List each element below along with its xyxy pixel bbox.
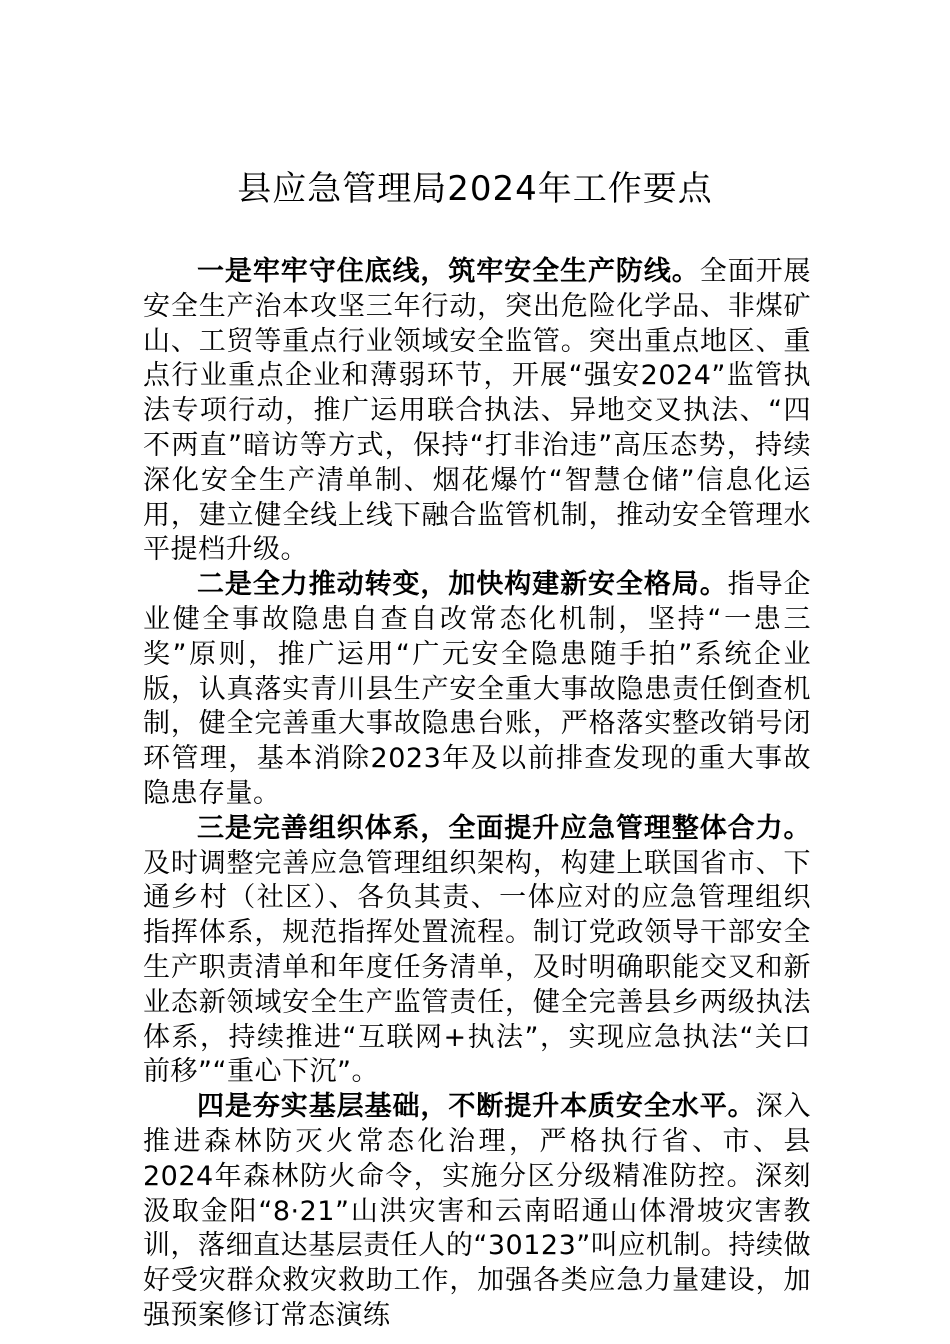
document-title: 县应急管理局2024年工作要点 [237, 169, 713, 209]
paragraph-4-text: 深入推进森林防灭火常态化治理，严格执行省、市、县2024年森林防火命令，实施分区分级精准防控。深刻汲取金阳“8·21”山洪灾害和云南昭通山体滑坡灾害教训，落细直达基层责任人的“30123”叫应机制。持续做好受灾群众救灾救助工作，加强各类应急力量建设，加强预案修订常态演练 [143, 1091, 812, 1331]
paragraph-1-text: 全面开展安全生产治本攻坚三年行动，突出危险化学品、非煤矿山、工贸等重点行业领域安全监管。突出重点地区、重点行业重点企业和薄弱环节，开展“强安2024”监管执法专项行动，推广运用联合执法、异地交叉执法、“四不两直”暗访等方式，保持“打非治违”高压态势，持续深化安全生产清单制、烟花爆竹“智慧仓储”信息化运用，建立健全线上线下融合监管机制，推动安全管理水平提档升级。 [143, 256, 812, 566]
paragraph-2-heading: 二是全力推动转变，加快构建新安全格局。 [197, 569, 728, 601]
paragraph-4-heading: 四是夯实基层基础，不断提升本质安全水平。 [197, 1091, 756, 1123]
paragraph-4 [143, 1090, 811, 1334]
paragraph-3 [143, 812, 811, 1090]
paragraph-3-heading: 三是完善组织体系，全面提升应急管理整体合力。 [197, 812, 811, 844]
paragraph-1 [143, 255, 811, 568]
document-body [143, 255, 811, 1334]
paragraph-2 [143, 568, 811, 812]
paragraph-2-text: 指导企业健全事故隐患自查自改常态化机制，坚持“一患三奖”原则，推广运用“广元安全隐患随手拍”系统企业版，认真落实青川县生产安全重大事故隐患责任倒查机制，健全完善重大事故隐患台账，严格落实整改销号闭环管理，基本消除2023年及以前排查发现的重大事故隐患存量。 [143, 569, 812, 809]
paragraph-3-text: 及时调整完善应急管理组织架构，构建上联国省市、下通乡村（社区）、各负其责、一体应对的应急管理组织指挥体系，规范指挥处置流程。制订党政领导干部安全生产职责清单和年度任务清单，及时明确职能交叉和新业态新领域安全生产监管责任，健全完善县乡两级执法体系，持续推进“互联网+执法”，实现应急执法“关口前移”“重心下沉”。 [143, 847, 811, 1088]
paragraph-1-heading: 一是牢牢守住底线，筑牢安全生产防线。 [197, 256, 700, 287]
